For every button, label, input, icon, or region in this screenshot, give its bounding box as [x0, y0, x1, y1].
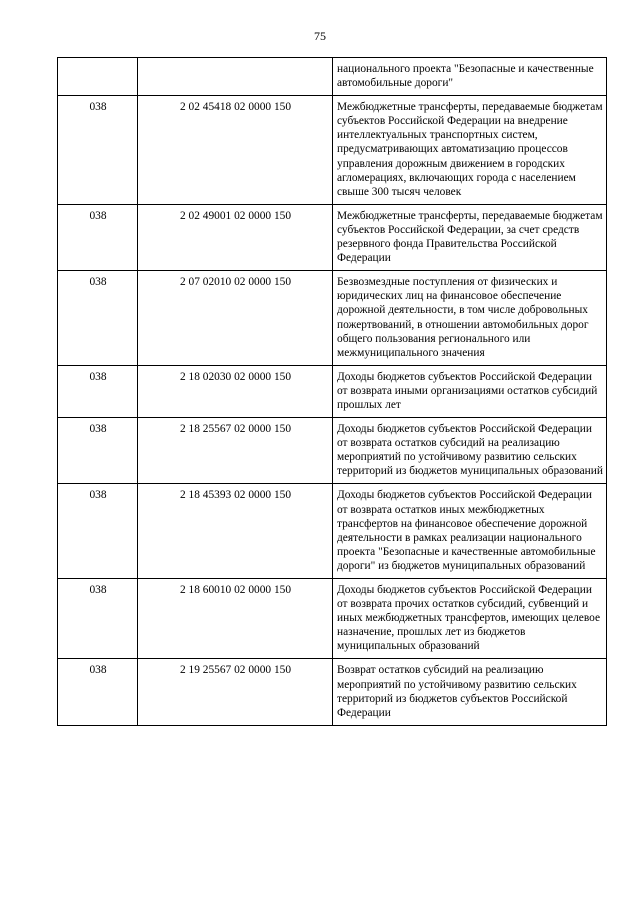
page-number: 75	[314, 29, 326, 43]
admin-code-cell: 038	[58, 484, 138, 579]
budget-code-cell: 2 02 49001 02 0000 150	[138, 204, 333, 270]
revenue-name-cell: Возврат остатков субсидий на реализацию мероприятий по устойчивому развитию сельских территорий из бюджетов субъектов Российской Федерации	[333, 659, 607, 725]
revenue-name-cell: Доходы бюджетов субъектов Российской Федерации от возврата прочих остатков субсидий, субвенций и иных межбюджетных трансфертов, имеющих целевое назначение, прошлых лет из бюджетов муниципальных образований	[333, 579, 607, 659]
table-row	[58, 204, 607, 270]
admin-code-cell: 038	[58, 271, 138, 366]
revenue-name-cell: Безвозмездные поступления от физических и юридических лиц на финансовое обеспечение дорожной деятельности, в том числе добровольных пожертвований, в отношении автомобильных дорог общего пользования регионального или межмуниципального значения	[333, 271, 607, 366]
budget-code-cell: 2 07 02010 02 0000 150	[138, 271, 333, 366]
table-row	[58, 659, 607, 725]
revenue-name-cell: национального проекта "Безопасные и качественные автомобильные дороги"	[333, 58, 607, 96]
budget-code-cell: 2 18 60010 02 0000 150	[138, 579, 333, 659]
admin-code-cell: 038	[58, 418, 138, 484]
admin-code-cell: 038	[58, 659, 138, 725]
admin-code-cell: 038	[58, 96, 138, 205]
revenue-codes-table	[57, 57, 607, 726]
admin-code-cell: 038	[58, 579, 138, 659]
budget-code-cell: 2 02 45418 02 0000 150	[138, 96, 333, 205]
table-row	[58, 271, 607, 366]
budget-code-cell: 2 18 25567 02 0000 150	[138, 418, 333, 484]
revenue-name-cell: Доходы бюджетов субъектов Российской Федерации от возврата иными организациями остатков субсидий прошлых лет	[333, 365, 607, 417]
admin-code-cell: 038	[58, 365, 138, 417]
revenue-name-cell: Доходы бюджетов субъектов Российской Федерации от возврата остатков субсидий на реализацию мероприятий по устойчивому развитию сельских территорий из бюджетов муниципальных образований	[333, 418, 607, 484]
budget-code-cell: 2 19 25567 02 0000 150	[138, 659, 333, 725]
revenue-name-cell: Межбюджетные трансферты, передаваемые бюджетам субъектов Российской Федерации на внедрение интеллектуальных транспортных систем, предусматривающих автоматизацию процессов управления дорожным движением в городских агломерациях, включающих города с населением свыше 300 тысяч человек	[333, 96, 607, 205]
budget-code-cell	[138, 58, 333, 96]
table-row	[58, 484, 607, 579]
budget-code-cell: 2 18 45393 02 0000 150	[138, 484, 333, 579]
revenue-name-cell: Межбюджетные трансферты, передаваемые бюджетам субъектов Российской Федерации, за счет средств резервного фонда Правительства Российской Федерации	[333, 204, 607, 270]
table-row	[58, 365, 607, 417]
table-row	[58, 418, 607, 484]
table-row	[58, 96, 607, 205]
revenue-name-cell: Доходы бюджетов субъектов Российской Федерации от возврата остатков иных межбюджетных трансфертов на финансовое обеспечение дорожной деятельности в рамках реализации национального проекта "Безопасные и качественные автомобильные дороги" из бюджетов муниципальных образований	[333, 484, 607, 579]
admin-code-cell: 038	[58, 204, 138, 270]
table-row	[58, 579, 607, 659]
budget-code-cell: 2 18 02030 02 0000 150	[138, 365, 333, 417]
admin-code-cell	[58, 58, 138, 96]
table-row	[58, 58, 607, 96]
